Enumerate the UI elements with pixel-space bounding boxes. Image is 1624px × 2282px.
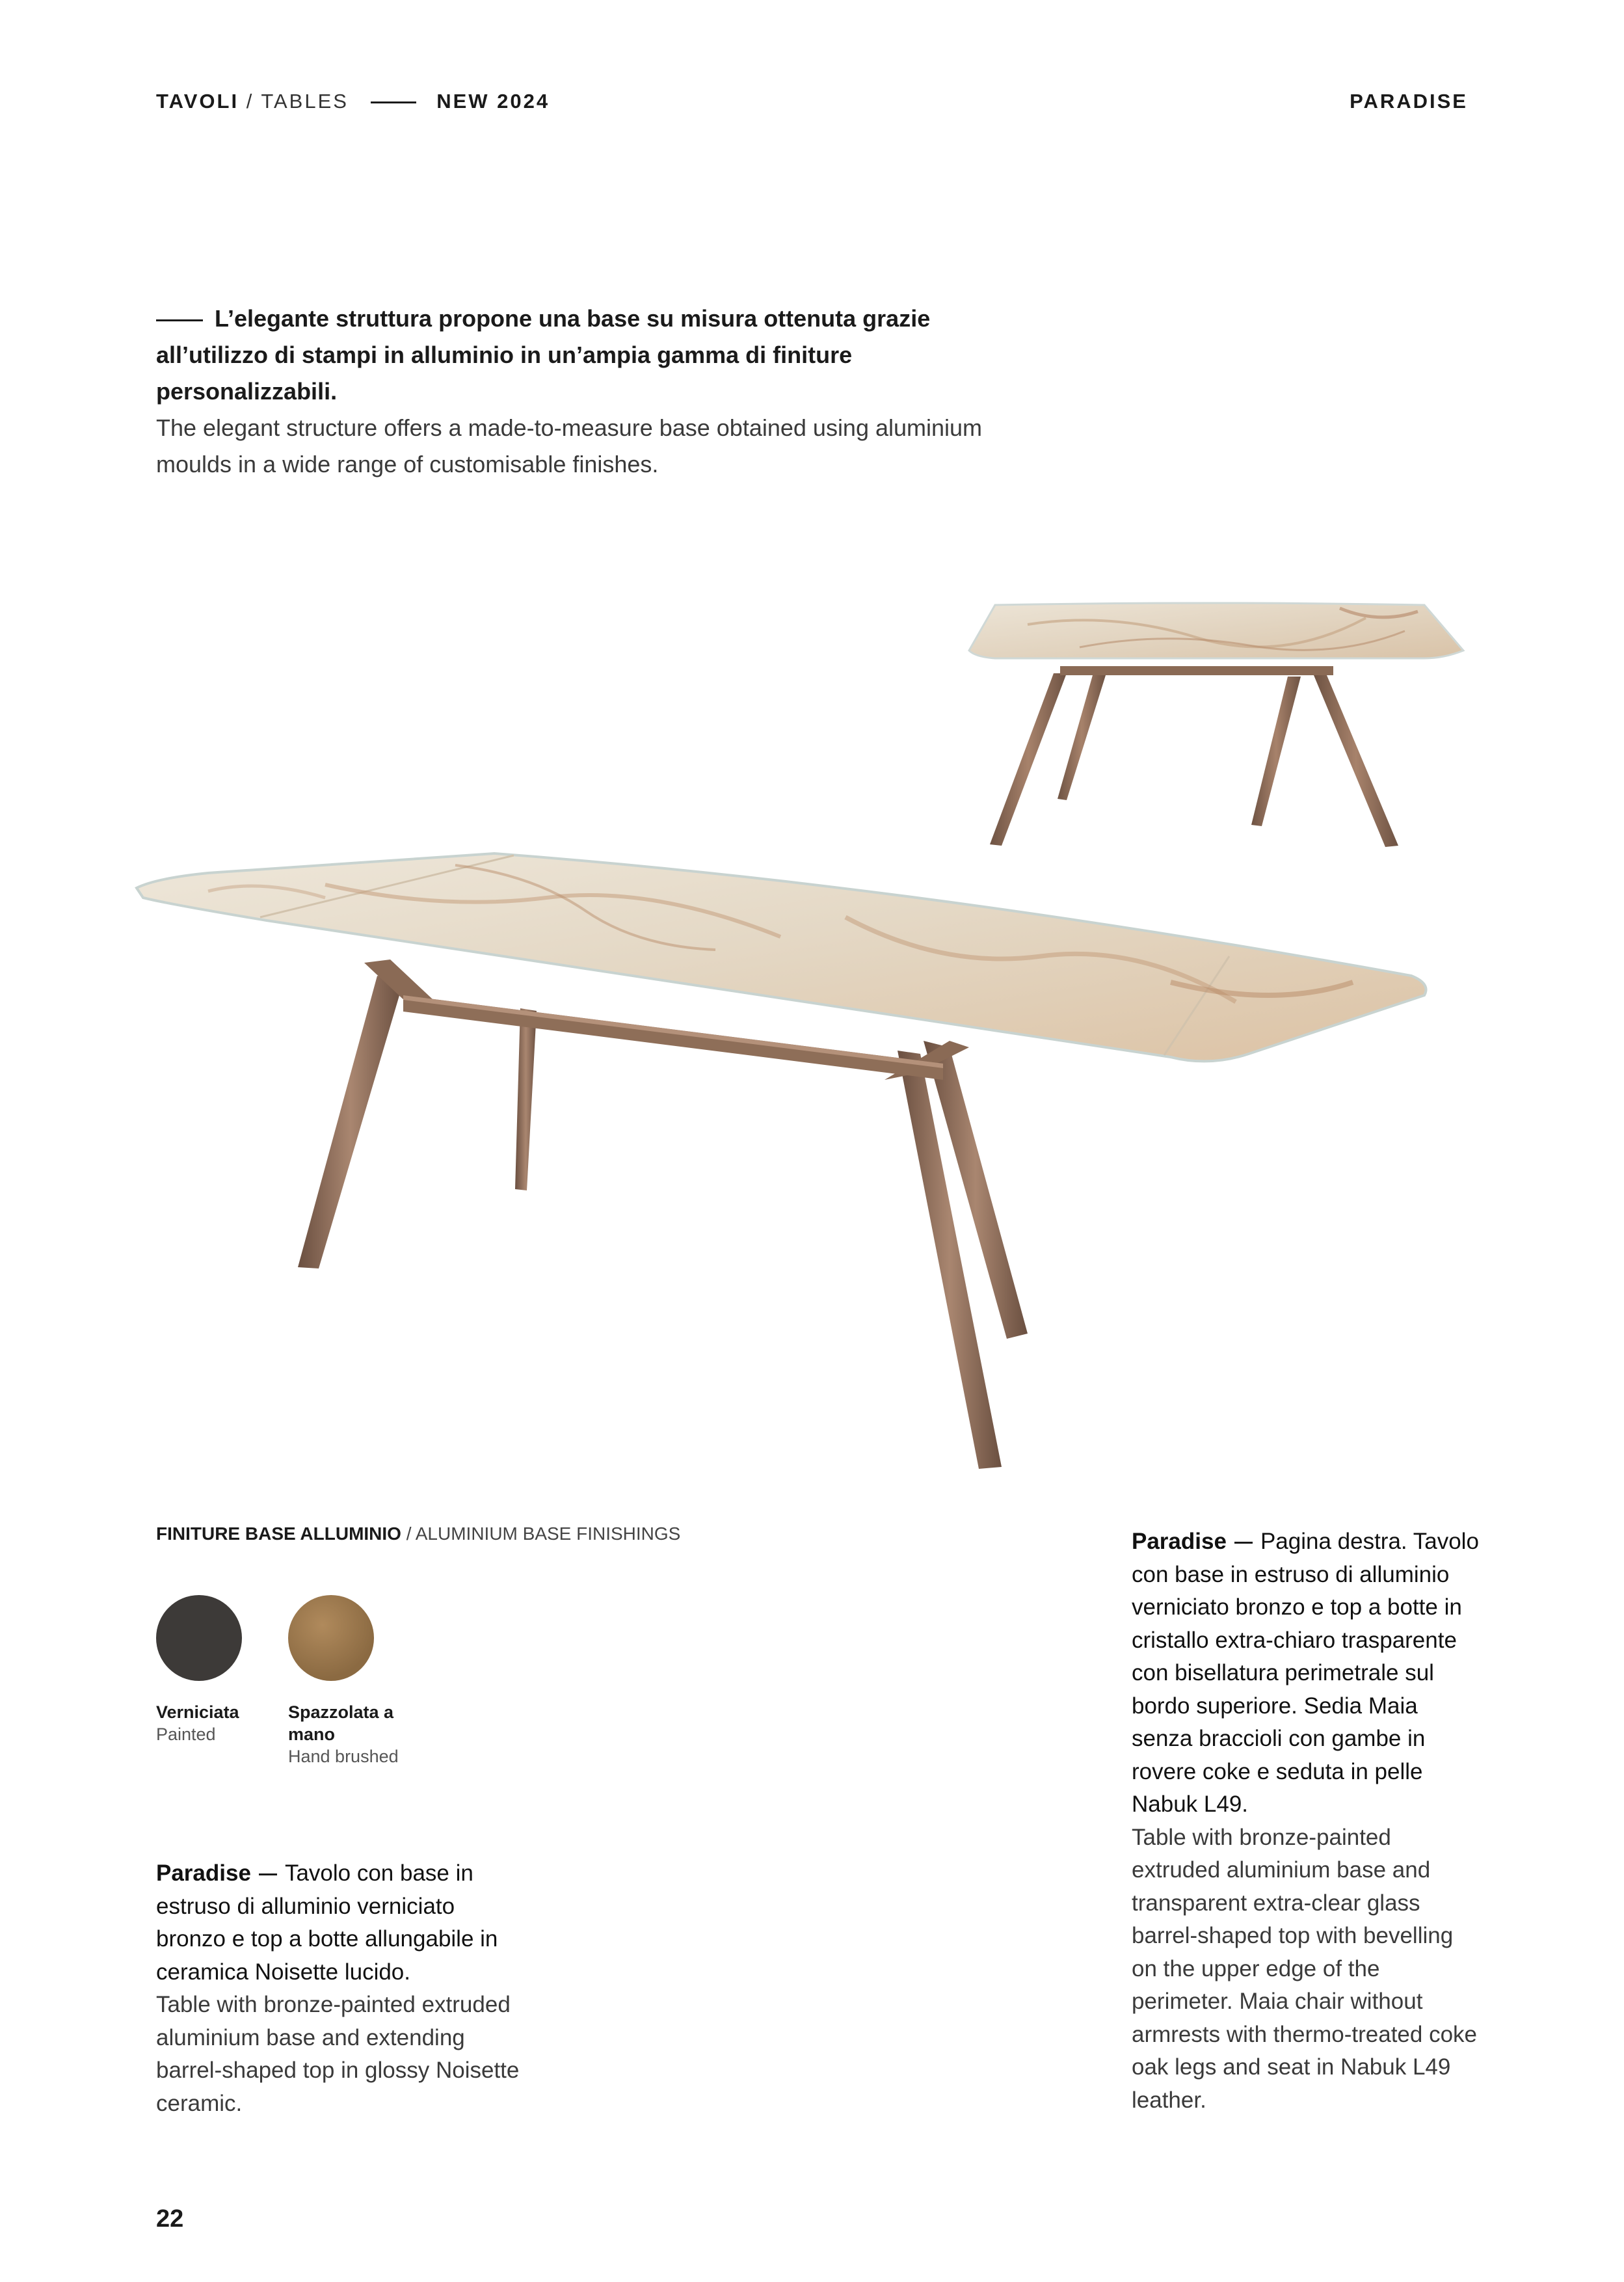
caption-right-it-text: Pagina destra. Tavolo con base in estruso di alluminio verniciato bronzo e top a botte in cristallo extra-chiaro trasparente con bisellatura perimetrale sul bordo superiore. Sedia Maia senza braccioli con gambe in rovere coke e seduta in pelle Nabuk L49.: [1132, 1529, 1479, 1817]
table-illustration-large: [130, 813, 1463, 1496]
swatch-name-it: Spazzolata a mano: [288, 1702, 394, 1744]
caption-dash: [259, 1873, 277, 1875]
finishes-title-en: / ALUMINIUM BASE FINISHINGS: [406, 1524, 681, 1544]
caption-left: [156, 1857, 520, 2120]
caption-right-it: [1132, 1525, 1483, 1821]
swatch-label-hand-brushed: [288, 1701, 418, 1767]
intro-it-text: L’elegante struttura propone una base su misura ottenuta grazie all’utilizzo di stampi in alluminio in un’ampia gamma di finiture personalizzabili.: [156, 305, 931, 405]
swatch-name-en: Hand brushed: [288, 1747, 399, 1766]
section-it: TAVOLI: [156, 90, 239, 113]
product-title: [1350, 90, 1468, 113]
caption-right-en: Table with bronze-painted extruded aluminium base and transparent extra-clear glass barrel-shaped top with bevelling on the upper edge of the perimeter. Maia chair without armrests with thermo-treated coke oak legs and seat in Nabuk L49 leather.: [1132, 1824, 1478, 2113]
caption-right: [1132, 1525, 1483, 2117]
swatch-hand-brushed: [288, 1595, 374, 1681]
finishes-title-it: FINITURE BASE ALLUMINIO: [156, 1524, 401, 1544]
swatch-painted: [156, 1595, 242, 1681]
caption-right-name: Paradise: [1132, 1529, 1227, 1554]
intro-en: The elegant structure offers a made-to-measure base obtained using aluminium moulds in a wide range of customisable finishes.: [156, 414, 983, 477]
swatch-name-en: Painted: [156, 1725, 216, 1744]
header-dash: [371, 101, 416, 103]
swatch-name-it: Verniciata: [156, 1702, 239, 1722]
caption-left-it: [156, 1857, 520, 1989]
swatch-label-painted: [156, 1701, 273, 1745]
finishes-title: [156, 1524, 680, 1544]
intro-dash: [156, 319, 203, 321]
intro-it: [156, 301, 1002, 410]
new-badge: NEW 2024: [436, 90, 550, 113]
section-breadcrumb: [156, 90, 550, 113]
product-title-text: PARADISE: [1350, 90, 1468, 113]
table-photo-large: [130, 813, 1463, 1496]
intro-text: [156, 301, 1002, 483]
caption-left-name: Paradise: [156, 1860, 251, 1886]
section-separator: /: [246, 90, 254, 113]
caption-dash: [1234, 1542, 1253, 1544]
page-number: 22: [156, 2205, 184, 2233]
section-en: TABLES: [261, 90, 349, 113]
caption-left-en: Table with bronze-painted extruded aluminium base and extending barrel-shaped top in glossy Noisette ceramic.: [156, 1992, 520, 2116]
caption-left-it-text: Tavolo con base in estruso di alluminio verniciato bronzo e top a botte allungabile in ceramica Noisette lucido.: [156, 1860, 498, 1985]
